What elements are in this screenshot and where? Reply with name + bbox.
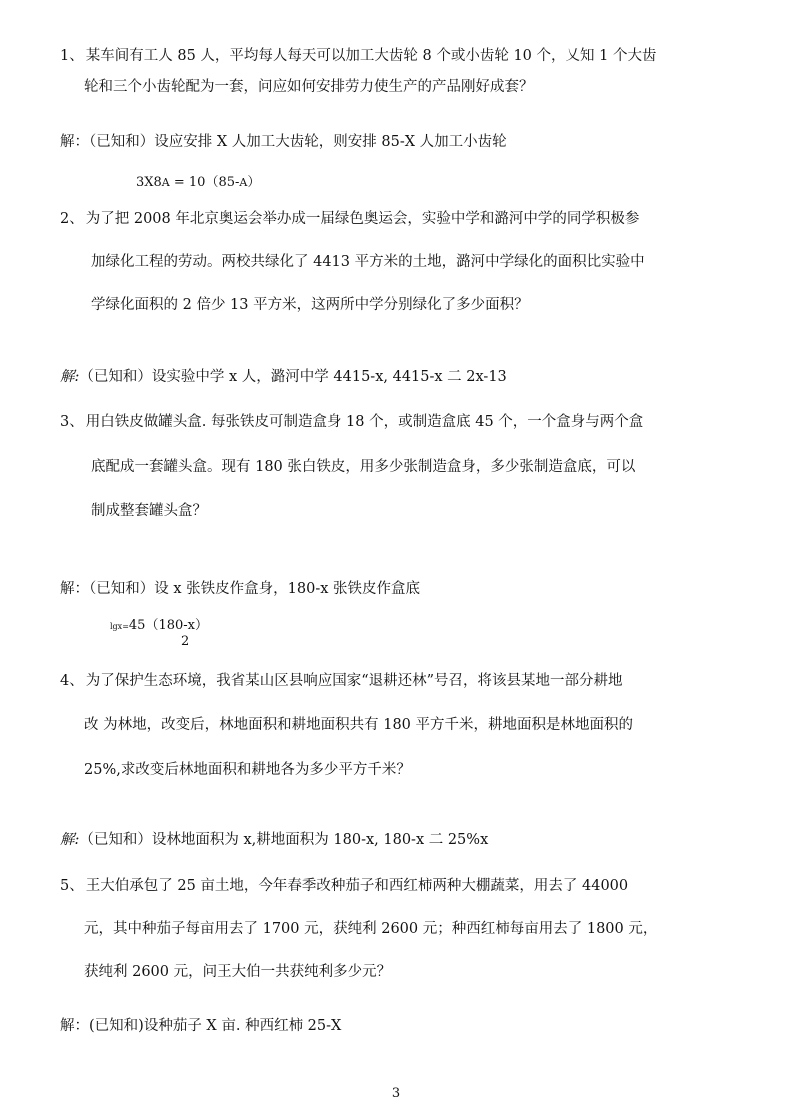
problem-5-text-1: 王大伯承包了 25 亩土地，今年春季改种茄子和西红柿两种大棚蔬菜，用去了 44000 xyxy=(85,878,629,894)
problem-4-line-2: 改 为林地，改变后，林地面积和耕地面积共有 180 平方千米，耕地面积是林地面积的 xyxy=(84,717,634,733)
solution-1 xyxy=(60,133,507,151)
solution-2 xyxy=(60,368,507,386)
solution-4-label: 解: xyxy=(60,832,80,848)
equation-1-part-e: ） xyxy=(247,175,261,190)
equation-1 xyxy=(136,171,260,190)
solution-4-text: （已知和）设林地面积为 x,耕地面积为 180-x, 180-x 二 25%x xyxy=(79,832,489,848)
problem-1-text-1: 某车间有工人 85 人，平均每人每天可以加工大齿轮 8 个或小齿轮 10 个，乂知 1 个大齿 xyxy=(85,48,657,64)
solution-5-label: 解： xyxy=(60,1018,89,1034)
solution-5 xyxy=(60,1017,341,1035)
problem-2-text-1: 为了把 2008 年北京奥运会举办成一届绿色奥运会，实验中学和潞河中学的同学积极参 xyxy=(85,211,640,227)
equation-1-part-c: = 10（85- xyxy=(169,175,240,190)
solution-2-label: 解: xyxy=(60,369,80,385)
problem-5-line-1 xyxy=(60,877,628,895)
equation-3-main: 45（180-x） xyxy=(128,618,208,633)
equation-1-part-d: A xyxy=(239,176,248,189)
equation-3-denominator: 2 xyxy=(181,634,190,649)
solution-5-text: (已知和)设种茄子 X 亩. 种西红柿 25-X xyxy=(89,1018,342,1034)
equation-1-part-b: A xyxy=(161,176,170,189)
equation-3-prefix: lgx= xyxy=(110,622,129,631)
problem-5-number: 5、 xyxy=(60,878,84,894)
equation-1-part-a: 3X8 xyxy=(136,175,162,190)
problem-3-line-1 xyxy=(60,413,643,431)
problem-3-number: 3、 xyxy=(60,414,84,430)
problem-1-line-1 xyxy=(60,47,656,65)
solution-3 xyxy=(60,580,420,598)
page-number: 3 xyxy=(391,1086,401,1101)
equation-3 xyxy=(110,614,208,633)
solution-2-text: （已知和）设实验中学 x 人，潞河中学 4415-x, 4415-x 二 2x-13 xyxy=(79,369,507,385)
problem-2-number: 2、 xyxy=(60,211,84,227)
problem-4-text-1: 为了保护生态环境，我省某山区县响应国家“退耕还林”号召，将该县某地一部分耕地 xyxy=(85,673,623,689)
solution-4 xyxy=(60,831,488,849)
problem-1-line-2: 轮和三个小齿轮配为一套，问应如何安排劳力使生产的产品刚好成套？ xyxy=(84,79,534,95)
problem-2-line-2: 加绿化工程的劳动。两校共绿化了 4413 平方米的土地，潞河中学绿化的面积比实验中 xyxy=(91,254,645,270)
problem-5-line-3: 获纯利 2600 元，问王大伯一共获纯利多少元？ xyxy=(84,964,392,980)
solution-1-text: （已知和）设应安排 X 人加工大齿轮，则安排 85-X 人加工小齿轮 xyxy=(89,134,507,150)
problem-2-line-3: 学绿化面积的 2 倍少 13 平方米，这两所中学分别绿化了多少面积？ xyxy=(91,297,529,313)
solution-3-label: 解： xyxy=(60,581,89,597)
problem-1-number: 1、 xyxy=(60,48,84,64)
problem-3-line-2: 底配成一套罐头盒。现有 180 张白铁皮，用多少张制造盒身，多少张制造盒底，可以 xyxy=(91,459,636,475)
problem-4-line-1 xyxy=(60,672,623,690)
problem-3-text-1: 用白铁皮做罐头盒. 每张铁皮可制造盒身 18 个，或制造盒底 45 个，一个盒身与两个盒 xyxy=(85,414,644,430)
solution-1-label: 解： xyxy=(60,134,89,150)
problem-5-line-2: 元，其中种茄子每亩用去了 1700 元，获纯利 2600 元；种西红柿每亩用去了 1800 元， xyxy=(84,921,658,937)
solution-3-text: （已知和）设 x 张铁皮作盒身，180-x 张铁皮作盒底 xyxy=(89,581,421,597)
problem-3-line-3: 制成整套罐头盒？ xyxy=(91,503,207,519)
problem-4-number: 4、 xyxy=(60,673,84,689)
problem-4-line-3: 25%,求改变后林地面积和耕地各为多少平方千米？ xyxy=(84,762,411,778)
problem-2-line-1 xyxy=(60,210,639,228)
